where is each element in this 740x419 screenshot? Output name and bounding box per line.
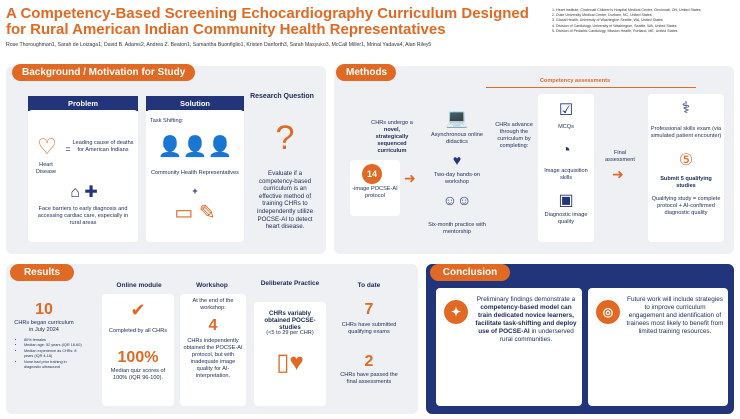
image-icon: ▣ [558,192,574,209]
submit-studies: Submit 5 qualifying studies [660,176,712,189]
practice-mentorship: Six-month practice with mentorship [428,222,486,235]
col-deliberate: Deliberate Practice [260,280,320,287]
background-heading: Background / Motivation for Study [12,64,195,81]
qualifying-definition: Qualifying study = complete protocol + AI-confirmed diagnostic quality [651,196,721,216]
list-item: • Median age: 52 years (IQR 18-60) [24,343,84,348]
people-icon: 👤👤👤 [157,136,233,158]
problem-tab: Problem [28,96,138,111]
async-didactics: Asynchronous online didactics [431,132,483,145]
exams-text: CHRs have submitted qualifying exams [341,322,397,335]
began-number: 10 [35,301,53,318]
professional-skills: Professional skills exam (via simulated patient encounter) [650,126,722,139]
advance-text: CHRs advance through the curriculum by completing: [495,122,533,149]
demographics-list [20,338,84,370]
circle-5-icon: ⑤ [678,152,694,169]
research-question-text: Evaluate if a competency-based curriculum is an effective method of training CHRs to independently utilize POCSE-AI to detect heart disease. [256,170,314,231]
began-text: CHRs began curriculum in July 2024 [14,320,74,333]
quiz-percent: 100% [117,349,159,366]
leading-cause-text: Leading cause of deaths for American Indians [72,140,134,153]
chr-undergo-text: CHRs undergo a novel, strategically sequenced curriculum [371,120,413,154]
workshop-number: 4 [208,317,218,334]
arrow-right-icon: ➜ [404,170,416,186]
list-item: • None had prior training in diagnostic ultrasound [24,360,84,371]
affiliation: 3. Global Health, University of Washington Seattle, WA, United States [552,18,663,23]
workshop-intro: At the end of the workshop: [192,298,234,311]
diagnostic-quality: Diagnostic image quality [544,212,588,225]
probe-icon: ◔ [561,142,571,159]
laptop-icon: 💻 [445,108,469,128]
affiliation: 4. Division of Cardiology, University of Washington, Seattle, WA, United States [552,23,677,28]
heart-disease-label: Heart Disease [35,162,57,175]
barriers-text: Face barriers to early diagnosis and accessing cardiac care, especially in rural areas [37,206,129,226]
list-item: • Median experience as CHRs: 8 years (IQR 4-16) [24,349,84,360]
solution-tab: Solution [146,96,244,111]
chr-label: Community Health Representatives [151,170,239,176]
affiliation: 2. Duke University Medical Center, Durham, NC, United States [552,13,652,18]
variably-range: (<5 to 29 per CHR) [266,330,314,336]
author-list: Rose Thoroughman1, Sarah de Loizaga1, David B. Adams2, Andrea Z. Beaton1, Samantha Buonfiglio1, Kristen Danforth3, Sarah Masyuko3, McCall Miller1, Mrinal Yadava4, Alan Riley5 [6,42,432,48]
results-heading: Results [10,264,74,281]
final-assessment: Final assessment [605,150,635,163]
poster-title: A Competency-Based Screening Echocardiography Curriculum Designed for Rural American Indian Community Health Representatives [6,5,529,38]
heart-monitor-icon: ♥ [452,152,462,168]
equals-sign: = [65,144,71,154]
col-online: Online module [116,282,162,289]
handson-workshop: Two-day hands-on workshop [433,172,481,185]
lightbulb-icon: ✦ [444,300,468,324]
exams-number: 7 [364,301,374,318]
workshop-text: CHRs independently obtained the POCSE-AI protocol, but with inadequate image quality for AI-interpretation. [183,338,243,379]
mcq-label: MCQs [558,124,574,130]
list-item: • 80% females [24,338,84,343]
protocol-label: -image POCSE-AI protocol [352,186,398,199]
target-icon: ◎ [596,300,620,324]
hospital-icon: ⌂ ✚ [70,184,98,201]
methods-heading: Methods [336,64,396,81]
variably-text: CHRs variably obtained POCSE-studies [264,310,316,331]
image-acquisition: Image acquisition skills [544,168,588,181]
arrow-right-icon: ➜ [612,166,624,182]
col-todate: To date [357,282,381,289]
plus-sign: + [192,186,198,196]
passed-number: 2 [364,353,374,370]
doctor-icon: ⚕ [681,100,691,117]
affiliation: 5. Division of Pediatric Cardiology, Mission Health, Portland, ME, United States [552,28,678,33]
future-work: Future work will include strategies to improve curriculum engagement and identification of trainees most likely to benefit from limited training resources. [626,296,724,335]
col-workshop: Workshop [196,282,228,289]
mentorship-icon: ☺☺ [442,192,472,208]
affiliations [552,8,736,34]
heart-icon: ♡ [37,134,57,159]
tablet-icon: ▭ ✎ [174,202,216,224]
mcq-icon: ☑ [558,102,574,119]
prelim-findings: Preliminary findings demonstrate a competency-based model can train dedicated novice learners, facilitate task-shifting and deploy use of POCSE-AI in underserved rural communities. [475,296,577,343]
competency-line [486,87,696,88]
median-quiz: Median quiz scores of 100% (IQR 96-100). [110,368,166,381]
conclusion-heading: Conclusion [430,264,510,281]
research-question-title: Research Question [250,93,314,100]
question-icon: ? [275,119,295,157]
competency-label: Competency assessments [539,78,611,84]
task-shifting-label: Task Shifting: [150,118,184,124]
check-circle-icon: ✔ [130,300,146,320]
phone-scan-icon: ▯♥ [276,349,304,376]
affiliation: 1. Heart Institute, Cincinnati Children's Hospital Medical Center, Cincinnati, OH, United States [552,8,701,12]
protocol-number: 14 [362,164,382,184]
completed-all: Completed by all CHRs [108,328,168,334]
passed-text: CHRs have passed the final assessments [340,372,398,385]
